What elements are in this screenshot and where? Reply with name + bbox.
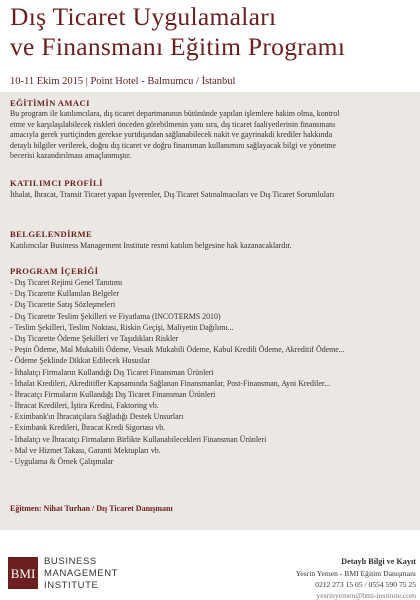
- aim-line: detaylı bilgiler verilerek, doğru dış ticaret ve doğru finansman kullanımını sağlayacak bilgi ve yönetme: [10, 140, 337, 150]
- aim-heading: EĞİTİMİN AMACI: [10, 98, 90, 108]
- contact-name: Yesrin Yemen - BMI Eğitim Danışmanı: [295, 569, 416, 578]
- logo-text-line-1: BUSINESS: [44, 556, 97, 567]
- program-item: - Mal ve Hizmet Takası, Garanti Mektupları vb.: [10, 445, 161, 455]
- program-item: - Uygulama & Örnek Çalışmalar: [10, 457, 114, 466]
- program-item: - Dış Ticarette Satış Sözleşmeleri: [10, 300, 116, 310]
- contact-phone[interactable]: 0212 273 15 05 / 0554 590 75 25: [315, 580, 416, 589]
- aim-text: [10, 109, 420, 162]
- contact-email[interactable]: yesrinyemen@bmi-institute.com: [316, 591, 416, 600]
- program-item: - Dış Ticarette Ödeme Şekilleri ve Taşıdıkları Riskler: [10, 333, 179, 343]
- program-item: - Dış Ticaret Rejimi Genel Tanıtımı: [10, 278, 123, 287]
- event-date-location: 10-11 Ekim 2015 | Point Hotel - Balmumcu / İstanbul: [10, 76, 236, 87]
- trainer-info: Eğitmen: Nihat Turhan / Dış Ticaret Danışmanı: [10, 504, 173, 513]
- program-item: - İthalatçı Firmaların Kullandığı Dış Ticaret Finansman Ürünleri: [10, 367, 214, 377]
- program-item: - Dış Ticarette Kullanılan Belgeler: [10, 289, 120, 299]
- program-item: - İhracat Kredileri, İştira Kredisi, Faktoring vb.: [10, 401, 159, 411]
- program-item: - Eximbank Kredileri, İhracat Kredi Sigortası vb.: [10, 423, 166, 433]
- bmi-logo: [8, 557, 38, 589]
- program-item: - Dış Ticarette Teslim Şekilleri ve Fiyatlama (INCOTERMS 2010): [10, 311, 221, 321]
- content-panel: [0, 92, 420, 530]
- certificate-heading: BELGELENDİRME: [10, 229, 93, 239]
- certificate-text: Katılımcılar Business Management Institute resmi katılım belgesine hak kazanacaklardır.: [10, 241, 292, 250]
- aim-line: amacıyla gerek yurtiçinden gerekse yurtdışından sağlanabilecek nakit ve gayrinakdi krediler hakkında: [10, 130, 333, 140]
- program-item: - Teslim Şekilleri, Teslim Noktası, Riskin Geçişi, Maliyetin Dağılımı...: [10, 322, 234, 332]
- page-title-line-2: ve Finansmanı Eğitim Programı: [10, 32, 346, 61]
- aim-line: Bu program ile katılımcılara, dış ticaret departmanının bütününde yapılan işlemlere hakim olma, kontrol: [10, 109, 340, 118]
- program-item: - İhracatçı Firmaların Kullandığı Dış Ticaret Finansman Ürünleri: [10, 389, 216, 399]
- bmi-logo-mark: [8, 557, 38, 589]
- program-heading: PROGRAM İÇERİĞİ: [10, 266, 99, 276]
- aim-line: etme ve karşılaşılabilecek riskleri önceden görebilmenin yanı sıra, dış ticaret faaliyetlerinin finansmanı: [10, 119, 336, 129]
- logo-text-line-2: MANAGEMENT: [44, 568, 119, 579]
- logo-text-line-3: INSTITUTE: [44, 580, 99, 591]
- program-item: - İthalat Kredileri, Akreditifler Kapsamında Sağlanan Finansmanlar, Post-Finansman, Ayni Krediler...: [10, 378, 330, 388]
- program-item: - İthalatçı ve İhracatçı Firmaların Birlikte Kullanabilecekleri Finansman Ürünleri: [10, 434, 267, 444]
- program-item: - Peşin Ödeme, Mal Mukabili Ödeme, Vesaik Mukabili Ödeme, Kabul Kredili Ödeme, Akreditif Ödeme...: [10, 345, 345, 355]
- header: [0, 0, 420, 76]
- program-list: [10, 277, 345, 467]
- logo-mark-text: BMI: [10, 566, 36, 581]
- participant-heading: KATILIMCI PROFİLİ: [10, 178, 103, 188]
- aim-line: becerisi kazandırılması amaçlanmıştır.: [10, 151, 132, 161]
- page-title-line-1: Dış Ticaret Uygulamaları: [10, 2, 277, 31]
- program-item: - Eximbank'ın İhracatçılara Sağladığı Destek Unsurları: [10, 412, 184, 422]
- contact-title: Detaylı Bilgi ve Kayıt: [341, 557, 416, 566]
- participant-text: İthalat, İhracat, Transit Ticaret yapan İşverenler, Dış Ticaret Satınalmacıları ve Dış Ticaret Sorumluları: [10, 190, 335, 199]
- program-item: - Ödeme Şeklinde Dikkat Edilecek Hususlar: [10, 356, 151, 366]
